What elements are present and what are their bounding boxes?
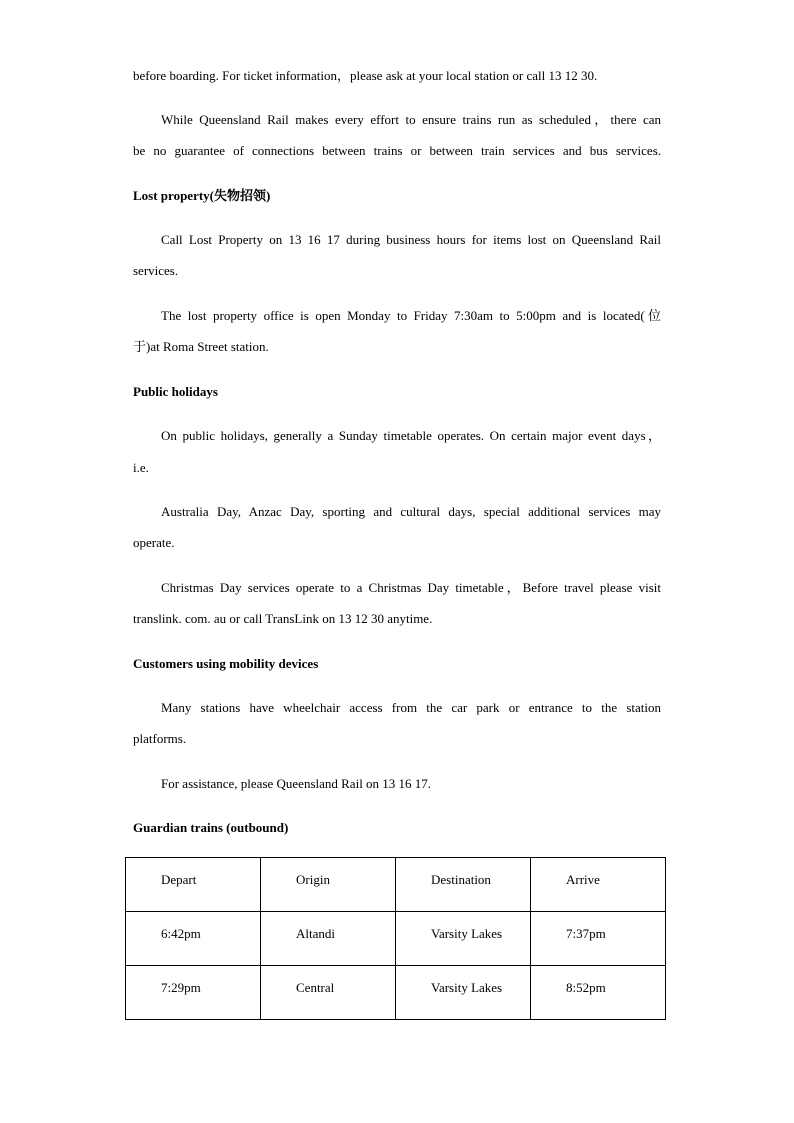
- table-header-row: [126, 858, 666, 912]
- cell-origin: Altandi: [261, 912, 396, 966]
- paragraph-christmas-line2: translink. com. au or call TransLink on 13 12 30 anytime.: [133, 611, 433, 626]
- paragraph-office-hours-line2: 于)at Roma Street station.: [133, 339, 269, 354]
- heading-lost-property: Lost property(失物招领): [133, 188, 271, 203]
- paragraph-ticket-info: before boarding. For ticket information，please ask at your local station or call 13 12 30.: [133, 68, 598, 83]
- table-row: [126, 966, 666, 1020]
- paragraph-lost-property-line1: Call Lost Property on 13 16 17 during business hours for items lost on Queensland Rail: [161, 232, 661, 247]
- guardian-trains-table: [125, 857, 666, 1020]
- paragraph-wheelchair-line1: Many stations have wheelchair access from the car park or entrance to the station: [161, 700, 661, 715]
- table-row: [126, 912, 666, 966]
- cell-arrive: 7:37pm: [531, 912, 666, 966]
- cell-depart: 7:29pm: [126, 966, 261, 1020]
- cell-arrive: 8:52pm: [531, 966, 666, 1020]
- paragraph-wheelchair-line2: platforms.: [133, 731, 187, 746]
- cell-depart: 6:42pm: [126, 912, 261, 966]
- paragraph-office-hours-line1: The lost property office is open Monday to Friday 7:30am to 5:00pm and is located(位: [161, 308, 661, 323]
- heading-guardian-trains: Guardian trains (outbound): [133, 820, 289, 835]
- paragraph-holidays-line1: On public holidays, generally a Sunday timetable operates. On certain major event days，: [161, 428, 661, 443]
- paragraph-connections-line2: be no guarantee of connections between trains or between train services and bus services.: [133, 143, 661, 158]
- header-origin: Origin: [261, 858, 396, 912]
- header-destination: Destination: [396, 858, 531, 912]
- cell-destination: Varsity Lakes: [396, 966, 531, 1020]
- paragraph-christmas-line1: Christmas Day services operate to a Christmas Day timetable，Before travel please visit: [161, 580, 661, 595]
- header-depart: Depart: [126, 858, 261, 912]
- paragraph-connections-line1: While Queensland Rail makes every effort to ensure trains run as scheduled，there can: [161, 112, 662, 127]
- paragraph-event-days-line1: Australia Day, Anzac Day, sporting and cultural days, special additional services may: [161, 504, 661, 519]
- cell-destination: Varsity Lakes: [396, 912, 531, 966]
- header-arrive: Arrive: [531, 858, 666, 912]
- heading-public-holidays: Public holidays: [133, 384, 218, 399]
- paragraph-assistance: For assistance, please Queensland Rail on 13 16 17.: [161, 776, 432, 791]
- heading-mobility-devices: Customers using mobility devices: [133, 656, 319, 671]
- paragraph-lost-property-line2: services.: [133, 263, 179, 278]
- paragraph-holidays-line2: i.e.: [133, 460, 149, 475]
- paragraph-event-days-line2: operate.: [133, 535, 175, 550]
- cell-origin: Central: [261, 966, 396, 1020]
